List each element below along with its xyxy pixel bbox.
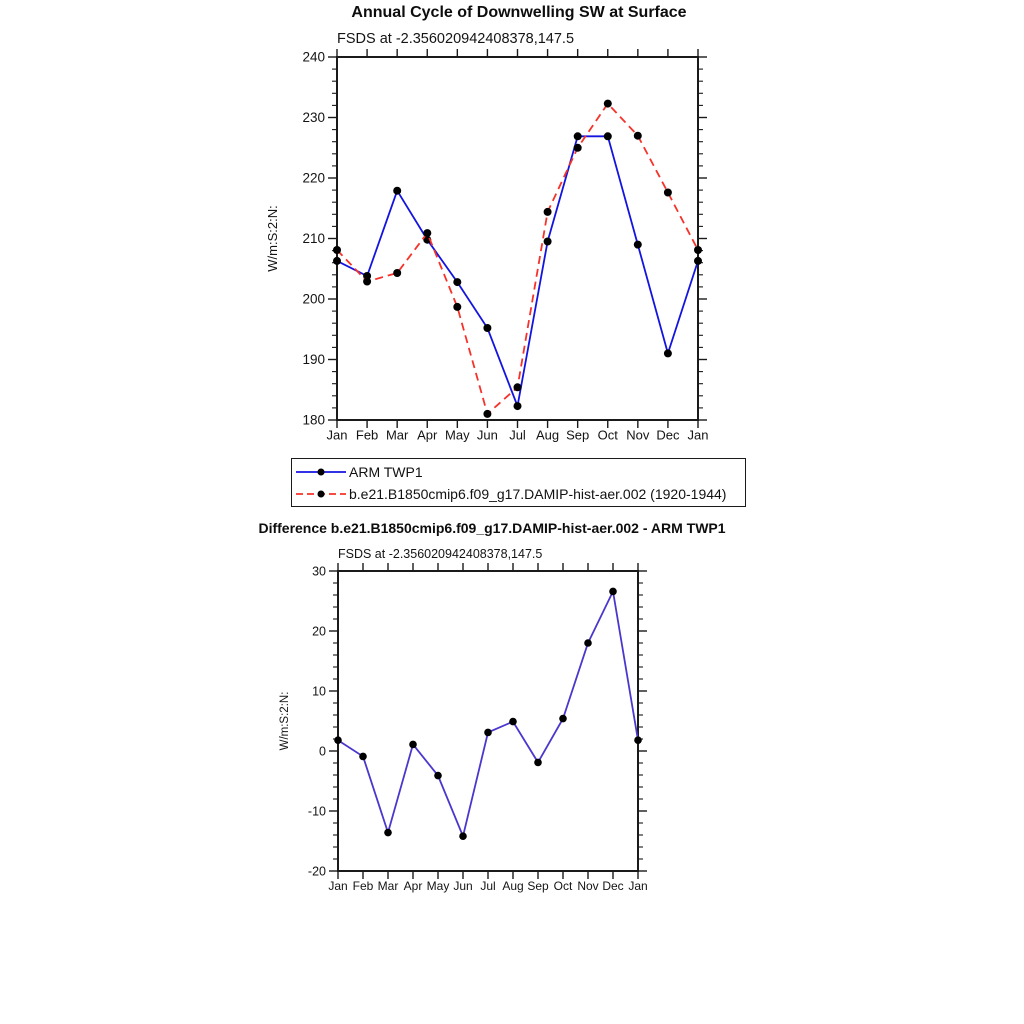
legend-sample-marker xyxy=(318,469,325,476)
x-tick-label: Jan xyxy=(687,427,709,443)
data-point-marker xyxy=(393,187,401,195)
data-point-marker xyxy=(409,741,417,749)
series-1 xyxy=(333,100,702,418)
axis-labels xyxy=(265,50,708,443)
data-point-marker xyxy=(664,189,672,197)
x-tick-label: Dec xyxy=(656,427,680,443)
y-tick-label: 220 xyxy=(302,170,325,186)
data-point-marker xyxy=(544,238,552,246)
data-point-marker xyxy=(559,715,567,723)
x-tick-label: Sep xyxy=(527,878,549,893)
y-tick-label: -20 xyxy=(307,864,326,879)
top-chart-title: Annual Cycle of Downwelling SW at Surface xyxy=(351,4,687,21)
series-0 xyxy=(334,588,642,840)
y-tick-label: -10 xyxy=(307,804,326,819)
x-tick-label: May xyxy=(426,878,450,893)
x-tick-label: Jan xyxy=(628,878,648,893)
legend-line-sample-red-dashed xyxy=(295,486,347,502)
legend-entry-damip-model xyxy=(292,483,745,505)
x-tick-label: Dec xyxy=(602,878,624,893)
series-line xyxy=(337,136,698,406)
y-tick-label: 20 xyxy=(312,624,326,639)
data-point-marker xyxy=(514,383,522,391)
x-tick-label: Nov xyxy=(626,427,650,443)
y-tick-label: 240 xyxy=(302,49,325,65)
series-line xyxy=(338,591,638,836)
y-tick-label: 180 xyxy=(302,412,325,428)
data-point-marker xyxy=(334,736,342,744)
data-point-marker xyxy=(483,324,491,332)
y-tick-label: 30 xyxy=(312,564,326,579)
y-axis-title: W/m:S:2:N: xyxy=(265,205,280,272)
data-point-marker xyxy=(584,639,592,647)
x-tick-label: Sep xyxy=(566,427,590,443)
data-point-marker xyxy=(363,278,371,286)
top-chart-plot xyxy=(250,46,740,456)
x-tick-label: Feb xyxy=(352,878,374,893)
x-tick-label: Aug xyxy=(536,427,560,443)
data-point-marker xyxy=(434,772,442,780)
data-point-marker xyxy=(574,144,582,152)
data-point-marker xyxy=(604,100,612,108)
top-chart-subtitle: FSDS at -2.356020942408378,147.5 xyxy=(337,31,575,47)
data-point-marker xyxy=(609,588,617,596)
x-tick-label: Oct xyxy=(597,427,618,443)
y-tick-label: 210 xyxy=(302,231,325,247)
data-point-marker xyxy=(544,208,552,216)
y-axis-title: W/m:S:2:N: xyxy=(279,691,291,751)
y-tick-label: 230 xyxy=(302,110,325,126)
y-tick-label: 10 xyxy=(312,684,326,699)
data-point-marker xyxy=(483,410,491,418)
y-tick-label: 200 xyxy=(302,291,325,307)
data-point-marker xyxy=(694,246,702,254)
x-tick-label: Jun xyxy=(476,427,498,443)
axes xyxy=(328,49,707,428)
bottom-chart-subtitle: FSDS at -2.356020942408378,147.5 xyxy=(338,547,543,561)
x-tick-label: Mar xyxy=(385,427,409,443)
data-point-marker xyxy=(509,718,517,726)
legend-sample-marker xyxy=(318,491,325,498)
data-point-marker xyxy=(333,257,341,265)
x-tick-label: May xyxy=(445,427,470,443)
x-tick-label: Jan xyxy=(328,878,348,893)
data-point-marker xyxy=(664,349,672,357)
axis-labels xyxy=(279,564,648,893)
data-point-marker xyxy=(634,241,642,249)
legend-entry-arm-twp1 xyxy=(292,461,745,483)
x-tick-label: Jul xyxy=(509,427,526,443)
x-tick-label: Mar xyxy=(377,878,399,893)
legend-line-sample-blue-solid xyxy=(295,464,347,480)
bottom-chart-plot xyxy=(250,560,670,905)
x-tick-label: Jul xyxy=(480,878,496,893)
data-point-marker xyxy=(634,132,642,140)
data-point-marker xyxy=(534,759,542,767)
data-point-marker xyxy=(333,246,341,254)
series-0 xyxy=(333,132,702,410)
legend-box xyxy=(291,458,746,507)
bottom-chart-title: Difference b.e21.B1850cmip6.f09_g17.DAMIP-hist-aer.002 - ARM TWP1 xyxy=(258,520,726,536)
legend-label-damip-model: b.e21.B1850cmip6.f09_g17.DAMIP-hist-aer.002 (1920-1944) xyxy=(349,486,727,502)
data-point-marker xyxy=(574,132,582,140)
data-point-marker xyxy=(423,229,431,237)
data-point-marker xyxy=(604,132,612,140)
data-point-marker xyxy=(359,753,367,761)
data-point-marker xyxy=(453,278,461,286)
legend-label-arm-twp1: ARM TWP1 xyxy=(349,464,423,480)
x-tick-label: Aug xyxy=(502,878,524,893)
y-tick-label: 190 xyxy=(302,352,325,368)
data-point-marker xyxy=(453,303,461,311)
x-tick-label: Feb xyxy=(355,427,379,443)
series-line xyxy=(337,104,698,414)
data-point-marker xyxy=(514,402,522,410)
x-tick-label: Jan xyxy=(326,427,348,443)
x-tick-label: Apr xyxy=(417,427,438,443)
data-point-marker xyxy=(393,269,401,277)
data-point-marker xyxy=(694,257,702,265)
data-point-marker xyxy=(634,736,642,744)
x-tick-label: Jun xyxy=(453,878,473,893)
axes xyxy=(329,563,647,879)
data-point-marker xyxy=(384,829,392,837)
data-point-marker xyxy=(484,729,492,737)
x-tick-label: Nov xyxy=(577,878,599,893)
x-tick-label: Apr xyxy=(403,878,423,893)
y-tick-label: 0 xyxy=(319,744,326,759)
x-tick-label: Oct xyxy=(553,878,573,893)
data-point-marker xyxy=(459,832,467,840)
